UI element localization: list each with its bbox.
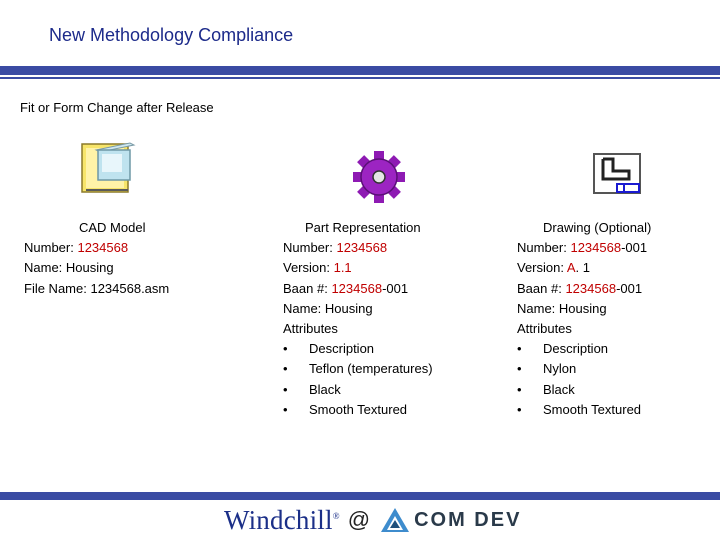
- drawing-details: [517, 218, 651, 420]
- part-baan: [283, 279, 433, 299]
- cad-details: [24, 218, 169, 299]
- drawing-baan-suffix: -001: [616, 280, 643, 296]
- part-attributes-label: Attributes: [283, 321, 338, 337]
- drawing-version-label: Version:: [517, 260, 567, 276]
- part-version-value: 1.1: [333, 260, 352, 276]
- part-attribute: • Teflon (temperatures): [283, 359, 433, 379]
- drawing-number-value: 1234568: [570, 240, 622, 256]
- part-number-value: 1234568: [336, 240, 388, 256]
- drawing-name: Name: Housing: [517, 300, 607, 316]
- drawing-attribute: • Smooth Textured: [517, 400, 651, 420]
- part-attribute: • Description: [283, 339, 433, 359]
- drawing-icon: [593, 153, 643, 195]
- drawing-baan-value: 1234568: [565, 280, 617, 296]
- drawing-attributes-label: Attributes: [517, 321, 572, 337]
- part-baan-label: Baan #:: [283, 280, 332, 296]
- top-accent-line: [0, 77, 720, 79]
- drawing-attribute: • Nylon: [517, 359, 651, 379]
- bottom-accent-bar: [0, 492, 720, 500]
- part-name: Name: Housing: [283, 300, 373, 316]
- part-attribute: • Black: [283, 380, 433, 400]
- comdev-logo-text: COM DEV: [414, 508, 522, 531]
- drawing-version-suffix: . 1: [575, 260, 591, 276]
- part-version: [283, 258, 433, 278]
- bullet: •: [283, 361, 288, 377]
- part-gear-icon: [352, 150, 406, 204]
- cad-name: Name: Housing: [24, 260, 114, 276]
- cad-number: [24, 238, 169, 258]
- footer-logos: [224, 500, 521, 540]
- bullet: •: [517, 361, 522, 377]
- bullet: •: [517, 341, 522, 357]
- comdev-logo-icon: [380, 507, 410, 533]
- bullet: •: [283, 341, 288, 357]
- drawing-attribute: • Description: [517, 339, 651, 359]
- drawing-version: [517, 258, 651, 278]
- drawing-baan-label: Baan #:: [517, 280, 566, 296]
- cad-number-value: 1234568: [77, 240, 129, 256]
- bullet: •: [283, 381, 288, 397]
- part-details: [283, 218, 433, 420]
- part-attribute: • Smooth Textured: [283, 400, 433, 420]
- drawing-attribute: • Black: [517, 380, 651, 400]
- cad-heading: CAD Model: [79, 220, 146, 235]
- at-sign: @: [347, 507, 371, 532]
- bullet: •: [517, 401, 522, 417]
- part-baan-value: 1234568: [331, 280, 383, 296]
- drawing-number-suffix: -001: [621, 240, 648, 256]
- top-accent-bar: [0, 66, 720, 75]
- windchill-logo: Windchill®: [224, 504, 340, 535]
- bullet: •: [517, 381, 522, 397]
- cad-number-label: Number:: [24, 240, 78, 256]
- drawing-baan: [517, 279, 651, 299]
- part-number: [283, 238, 433, 258]
- part-baan-suffix: -001: [382, 280, 409, 296]
- drawing-number: [517, 238, 651, 258]
- part-heading: Part Representation: [305, 220, 421, 235]
- part-number-label: Number:: [283, 240, 337, 256]
- cad-file-name: File Name: 1234568.asm: [24, 280, 170, 296]
- cad-model-icon: [80, 140, 136, 196]
- slide-subtitle: Fit or Form Change after Release: [20, 100, 214, 115]
- bullet: •: [283, 401, 288, 417]
- drawing-number-label: Number:: [517, 240, 571, 256]
- drawing-version-value: A: [566, 260, 576, 276]
- part-version-label: Version:: [283, 260, 334, 276]
- drawing-heading: Drawing (Optional): [543, 220, 652, 235]
- slide-title: New Methodology Compliance: [49, 25, 294, 45]
